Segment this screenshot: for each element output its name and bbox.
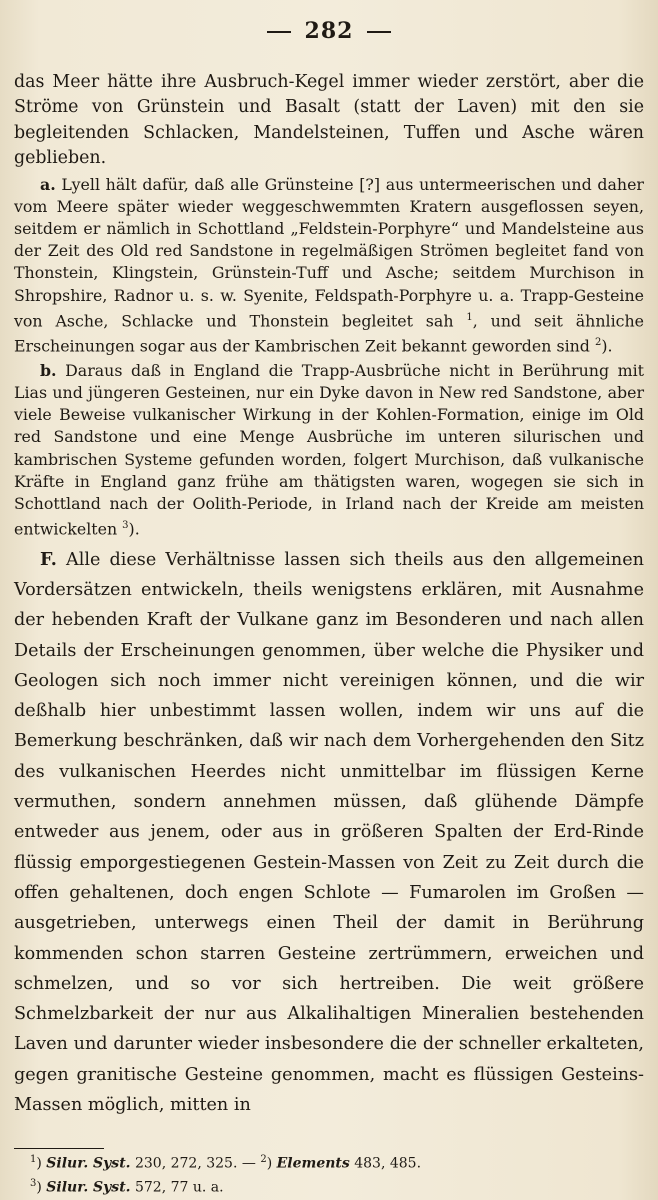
footnote-3: $^3$) Silur. Syst. 572, 77 u. a. <box>30 1177 224 1196</box>
paragraph-a-label: a. <box>40 174 56 194</box>
page-number: 282 <box>304 18 354 44</box>
paragraph-f-label: F. <box>40 548 57 570</box>
paragraph-a <box>14 174 644 358</box>
footnote-ref-1: 1 <box>466 311 473 323</box>
footnote-rule <box>14 1148 104 1149</box>
footnote-2-mark: 2 <box>260 1154 267 1165</box>
paragraph-b-text: Daraus daß in England die Trapp-Ausbrüche nicht in Berührung mit Lias und jüngeren Gesteinen, nur ein Dyke davon in New red Sandstone, aber viele Beweise vulkanischer Wirkung in der Kohlen-Formation, einige im Old red Sandstone und eine Menge Ausbrüche im unteren silurischen und kambrischen Systeme gefunden worden, folgert Murchison, daß vulkanische Kräfte in England ganz frühe am thätigsten waren, wogegen sie sich in Schottland nach der Oolith-Periode, in Irland nach der Kreide am meisten entwickelten <box>14 360 644 539</box>
footnote-3-mark: 3 <box>30 1177 37 1189</box>
paragraph-b-end: ). <box>128 519 140 539</box>
footnote-2-pages: 483, 485. <box>354 1155 422 1172</box>
footnote-3-pages: 572, 77 u. a. <box>134 1179 224 1196</box>
footnote-1-source: Silur. Syst. <box>46 1155 131 1172</box>
footnote-ref-3: 3 <box>122 520 129 532</box>
footnote-1-2: $^1$) Silur. Syst. 230, 272, 325. — $^2$) Elements 483, 485. <box>30 1154 422 1172</box>
footnote-2-source: Elements <box>276 1155 350 1172</box>
footnote-3-source: Silur. Syst. <box>46 1179 131 1196</box>
page-header <box>0 18 658 44</box>
body-text <box>14 70 644 1120</box>
paragraph-b <box>14 360 644 541</box>
footnote-ref-2: 2 <box>594 337 602 349</box>
paragraph-f <box>14 545 644 1121</box>
paragraph-f-text: Alle diese Verhältnisse lassen sich theils aus den allgemeinen Vordersätzen entwickeln, theils wenigstens erklären, mit Ausnahme der hebenden Kraft der Vulkane ganz im Besonderen und nach allen Details der Erscheinungen genommen, über welche die Physiker und Geologen sich noch immer nicht vereinigen können, und die wir deßhalb hier unbestimmt lassen wollen, indem wir uns auf die Bemerkung beschränken, daß wir nach dem Vorhergehenden den Sitz des vulkanischen Heerdes nicht unmittelbar im flüssigen Kerne vermuthen, sondern annehmen müssen, daß glühende Dämpfe entweder aus jenem, oder aus in größeren Spalten der Erd-Rinde flüssig emporgestiegenen Gestein-Massen von Zeit zu Zeit durch die offen gehaltenen, doch engen Schlote — Fumarolen im Großen — ausgetrieben, unterwegs einen Theil der damit in Berührung kommenden schon starren Gesteine zertrümmern, erweichen und schmelzen, und so vor sich hertreiben. Die weit größere Schmelzbarkeit der nur aus Alkalihaltigen Mineralien bestehenden Laven und darunter wieder insbesondere die der schneller erkalteten, gegen granitische Gesteine genommen, macht es flüssigen Gesteins-Massen möglich, mitten in <box>14 549 644 1116</box>
footnotes <box>30 1150 640 1197</box>
paragraph-intro: das Meer hätte ihre Ausbruch-Kegel immer wieder zerstört, aber die Ströme von Grünstein und Basalt (statt der Laven) mit den sie begleitenden Schlacken, Mandelsteinen, Tuffen und Asche wären geblieben. <box>14 72 644 169</box>
footnote-1-mark: 1 <box>30 1154 37 1165</box>
header-dash-left <box>267 31 291 33</box>
paragraph-a-text-after: , und seit ähnliche Erscheinungen sogar aus der Kambrischen Zeit bekannt geworden sind <box>14 311 644 356</box>
header-dash-right <box>367 31 391 33</box>
footnote-1-pages: 230, 272, 325. — <box>134 1155 256 1172</box>
paragraph-b-label: b. <box>40 360 57 380</box>
paragraph-a-text: Lyell hält dafür, daß alle Grünsteine [?] aus untermeerischen und daher vom Meere später wieder weggeschwemmten Kratern ausgeflossen seyen, seitdem er nämlich in Schottland „Feldstein-Porphyre“ und Mandelsteine aus der Zeit des Old red Sandstone in regelmäßigen Strömen begleitet fand von Thonstein, Klingstein, Grünstein-Tuff und Asche; seitdem Murchison in Shropshire, Radnor u. s. w. Syenite, Feldspath-Porphyre u. a. Trapp-Gesteine von Asche, Schlacke und Thonstein begleitet sah <box>14 174 644 331</box>
paragraph-a-end: ). <box>601 336 613 356</box>
